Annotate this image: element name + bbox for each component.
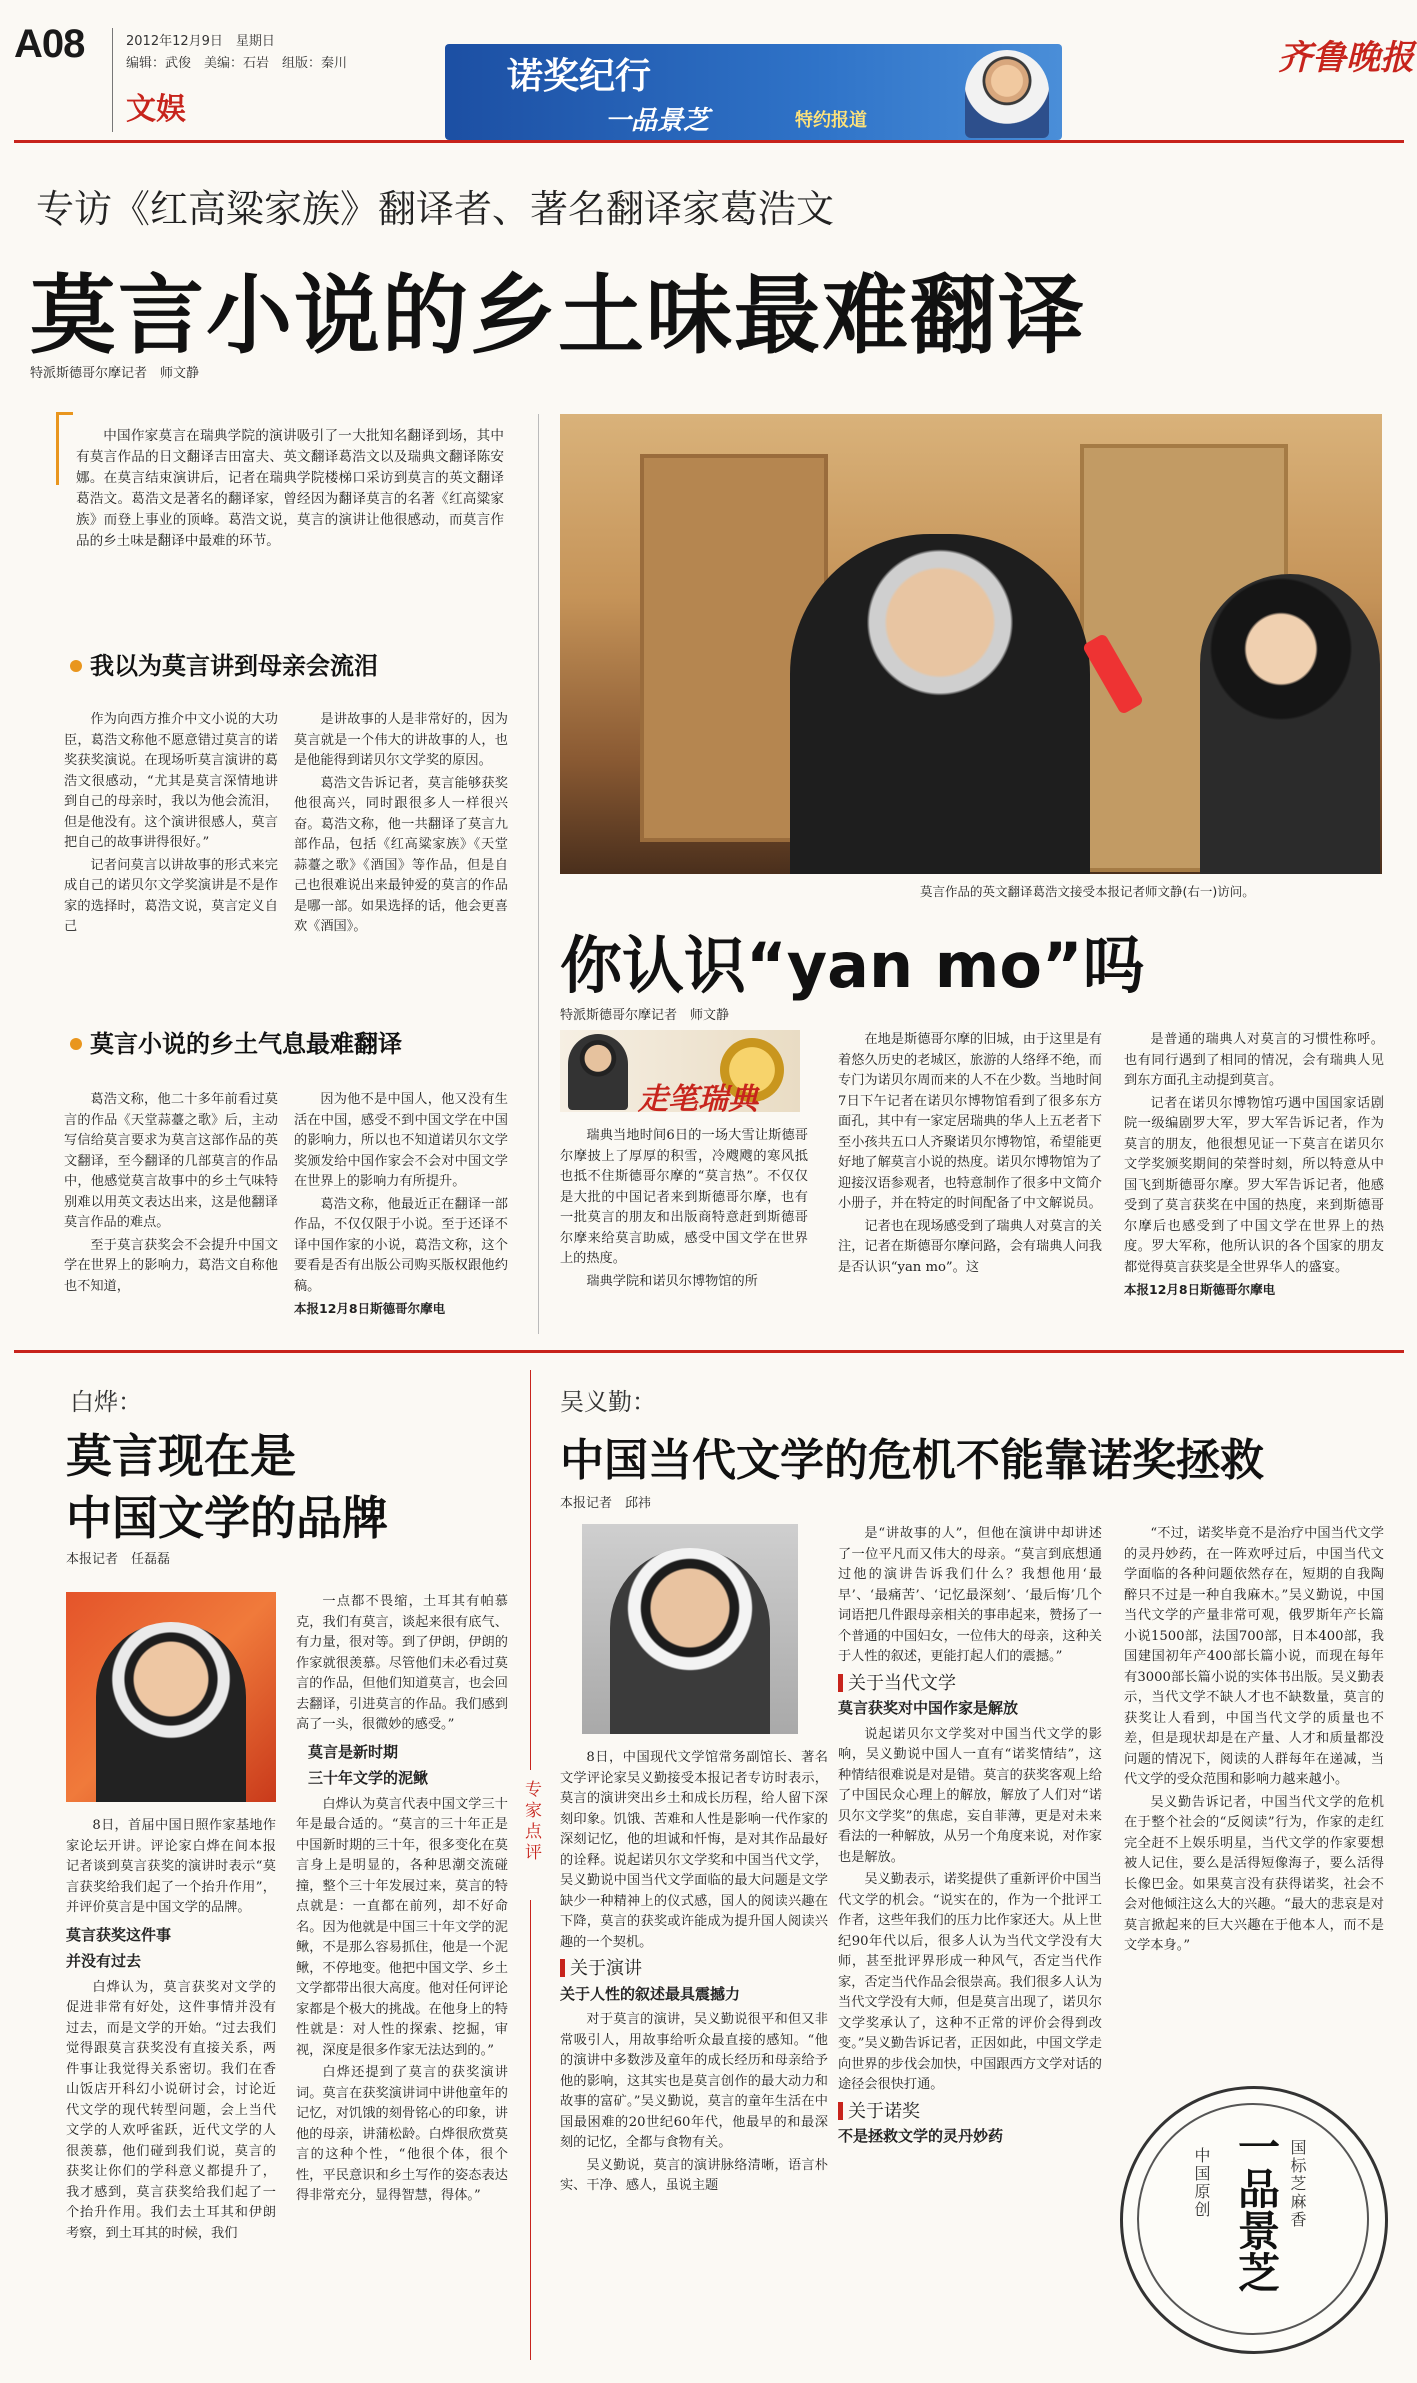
lead-sub1-text: 我以为莫言讲到母亲会流泪 [90, 652, 378, 680]
sub2-col2: 因为他不是中国人，他又没有生活在中国，感受不到中国文学在中国的影响力，所以也不知道诺贝尔文学奖颁发给中国作家会不会对中国文学在世界上的影响力有所提升。 葛浩文称，他最近正在翻译一部作品，不仅仅限于小说。至于还译不译中国作家的小说，葛浩文称，这个要看是否有出版公司购买版权跟他约稿。 本报12月8日斯德哥尔摩电 [294, 1092, 508, 1316]
wu-tag3-sub: 不是拯救文学的灵丹妙药 [838, 2127, 1004, 2145]
baiye-byline: 本报记者 任磊磊 [66, 1552, 171, 1567]
wu-col1: 8日，中国现代文学馆常务副馆长、著名文学评论家吴义勤接受本报记者专访时表示，莫言的演讲突出乡土和成长历程，给人留下深刻印象。饥饿、苦难和人性是影响一代作家的深刻记忆，他的坦诚和忏悔，是对其作品最好的诠释。说起诺贝尔文学奖和中国当代文学，吴义勤说中国当代文学面临的最大问题是文学缺少一种精神上的仪式感，国人的阅读兴趣在下降，莫言的获奖或许能成为提升国人阅读兴趣的一个契机。 关于演讲 关于人性的叙述最具震撼力 对于莫言的演讲，吴义勤说很平和但又非常吸引人，用故事给听众最直接的感知。“他的演讲中多数涉及童年的成长经历和母亲给予他的影响，这其实也是莫言创作的最大动力和故事的富矿。”吴义勤说，莫言的童年生活在中国最困难的20世纪60年代，他最早的和最深刻的记忆，全都与食物有关。 吴义勤说，莫言的演讲脉络清晰，语言朴实、干净、感人，虽说主题 [560, 1750, 828, 2193]
baiye-col1: 8日，首届中国日照作家基地作家论坛开讲。评论家白烨在间本报记者谈到莫言获奖的演讲时表示“莫言获奖给我们起了一个抬升作用”，并评价莫言是中国文学的品牌。 莫言获奖这件事 并没有过去 白烨认为，莫言获奖对文学的促进非常有好处，这件事情并没有过去，而是文学的开始。“过去我们觉得跟莫言获奖没有直接关系，两件事让我觉得关系密切。我们在香山饭店开科幻小说研讨会，讨论近代文学的现代转型问题，会上当代文学的人欢呼雀跃，近代文学的人很羡慕，他们碰到我们说，莫言的获奖让你们的学科意义都提升了，我才感到，莫言获奖给我们起了一个抬升作用。我们去土耳其和伊朗考察，到土耳其的时候，我们 [66, 1818, 276, 2241]
wu-byline: 本报记者 邱祎 [560, 1496, 652, 1511]
bullet-icon [70, 1038, 82, 1050]
lead-byline: 特派斯德哥尔摩记者 师文静 [30, 366, 200, 381]
photo-caption: 莫言作品的英文翻译葛浩文接受本报记者师文静(右一)访问。 [920, 884, 1255, 899]
banner-sponsor: 一品景芝 [605, 106, 710, 136]
wu-headline: 中国当代文学的危机不能靠诺奖拯救 [560, 1435, 1264, 1486]
banner-portrait [965, 50, 1049, 138]
date-line: 2012年12月9日 星期日 [126, 34, 275, 49]
story2-logo-text: 走笔瑞典 [638, 1082, 758, 1112]
wu-tag2-sub: 莫言获奖对中国作家是解放 [838, 1699, 1019, 1717]
lead-sub2-text: 莫言小说的乡土气息最难翻译 [90, 1030, 402, 1058]
baiye-q1-line2: 并没有过去 [66, 1952, 142, 1970]
story2-col3: 是普通的瑞典人对莫言的习惯性称呼。也有同行遇到了相同的情况，会有瑞典人见到东方面孔主动提到莫言。 记者在诺贝尔博物馆巧遇中国国家话剧院一级编剧罗大军，罗大军告诉记者，作为莫言的朋友，他很想见证一下莫言在诺贝尔文学奖颁奖期间的荣誉时刻，所以特意从中国飞到斯德哥尔摩。罗大军告诉记者，他感受到了莫言获奖在中国的热度，来到斯德哥尔摩后也感受到了中国文学在世界上的热度。罗大军称，他所认识的各个国家的朋友都觉得莫言获奖是全世界华人的盛宴。 本报12月8日斯德哥尔摩电 [1124, 1032, 1384, 1297]
story2-col2: 在地是斯德哥尔摩的旧城，由于这里是有着悠久历史的老城区，旅游的人络绎不绝，而专门为诺贝尔周而来的人不在少数。当地时间7日下午记者在诺贝尔博物馆看到了很多东方面孔，其中有一家定居瑞典的华人上五老者下至小孩共五口人齐聚诺贝尔博物馆，希望能更好地了解莫言小说的热度。诺贝尔博物馆为了迎接汉语参观者，也特意制作了很多中文简介小册子，并在特定的时间配备了中文解说员。 记者也在现场感受到了瑞典人对莫言的关注，记者在斯德哥尔摩问路，会有瑞典人问我是否认识“yan mo”。这 [838, 1032, 1102, 1275]
tag-bar [560, 1959, 565, 1977]
editors-line: 编辑：武俊 美编：石岩 组版：秦川 [126, 56, 348, 71]
story2-byline: 特派斯德哥尔摩记者 师文静 [560, 1008, 730, 1023]
wu-tag3 [838, 2102, 1102, 2123]
banner-title: 诺奖纪行 [507, 56, 652, 97]
baiye-col2: 一点都不畏缩，土耳其有帕慕克，我们有莫言，谈起来很有底气、有力量，很对等。到了伊朗，伊朗的作家就很羡慕。尽管他们未必看过莫言的作品，但他们知道莫言，也会回去翻译，引进莫言的作品。我们感到高了一头，很微妙的感受。” 莫言是新时期 三十年文学的泥鳅 白烨认为莫言代表中国文学三十年是最合适的。“莫言的三十年正是中国新时期的三十年，很多变化在莫言身上是明显的，各种思潮交流碰撞，整个三十年发展过来，莫言的特点就是：一直都在前列，却不好命名。因为他就是中国三十年文学的泥鳅，不是那么容易抓住，他是一个泥鳅，不停地变。他把中国文学、乡土文学都带出很大高度。他对任何评论家都是个极大的挑战。在他身上的特性就是：对人性的探索、挖掘，审视，深度是很多作家无法达到的。” 白烨还提到了莫言的获奖演讲词。莫言在获奖演讲词中讲他童年的记忆，对饥饿的刻骨铭心的印象，讲他的母亲，讲蒲松龄。白烨很欣赏莫言的这种个性，“他很个体，很个性，平民意识和乡土写作的姿态表达得非常充分，显得智慧，得体。” [296, 1594, 508, 2203]
lead-photo [560, 414, 1382, 874]
wu-figure [610, 1548, 770, 1734]
wu-col2: 是“讲故事的人”，但他在演讲中却讲述了一位平凡而又伟大的母亲。“莫言到底想通过他的演讲告诉我们什么？我想他用‘最早’、‘最痛苦’、‘记忆最深刻’、‘最后悔’几个词语把几件跟母亲相关的事串起来，赞扬了一个普通的中国妇女，一位伟大的母亲，这种关于人性的叙述，更能打起人们的震撼。” 关于当代文学 莫言获奖对中国作家是解放 说起诺贝尔文学奖对中国当代文学的影响，吴义勤说中国人一直有“诺奖情结”，这种情结很难说是对是错。莫言的获奖客观上给了中国民众心理上的解放，解放了人们对“诺贝尔文学奖”的焦虑，妄自菲薄，更是对未来看法的一种解放，从另一个角度来说，对作家也是解放。 吴义勤表示，诺奖提供了重新评价中国当代文学的机会。“说实在的，作为一个批评工作者，这些年我们的压力比作家还大。从上世纪90年代以后，很多人认为当代文学没有大师，甚至批评界形成一种风气，否定当代作家，否定当代作品会很崇高。我们很多人认为当代文学没有大师，但是莫言出现了，诺贝尔文学奖承认了，这种不正常的评价会得到改变。”吴义勤告诉记者，正因如此，中国文学走向世界的步伐会加快，中国跟西方文学对话的途径会很快打通。 关于诺奖 不是拯救文学的灵丹妙药 [838, 1526, 1102, 2145]
wu-tag1-text: 关于演讲 [570, 1958, 642, 1979]
ad-side1: 国标芝麻香 [1288, 2139, 1307, 2229]
baiye-speaker: 白烨： [70, 1388, 142, 1416]
wu-tag2-text: 关于当代文学 [848, 1672, 956, 1694]
ad-seal [1120, 2086, 1388, 2354]
baiye-q2-line2: 三十年文学的泥鳅 [308, 1769, 429, 1787]
story2-headline: 你认识“yan mo”吗 [560, 929, 1145, 1002]
baiye-photo [66, 1592, 276, 1802]
ad-side2: 中国原创 [1192, 2147, 1211, 2219]
sub2-col1: 葛浩文称，他二十多年前看过莫言的作品《天堂蒜薹之歌》后，主动写信给莫言要求为莫言这部作品的英文翻译，至今翻译的几部莫言的作品中，他感觉莫言故事中的乡土气味特别难以用英文表达出来，这是他翻译莫言作品的难点。 至于莫言获奖会不会提升中国文学在世界上的影响力，葛浩文自称他也不知道， [64, 1092, 278, 1294]
top-rule [14, 140, 1404, 143]
commentary-label: 专家点评 [521, 1780, 541, 1864]
wu-tag2 [838, 1674, 1102, 1695]
lead-intro: 中国作家莫言在瑞典学院的演讲吸引了一大批知名翻译到场，其中有莫言作品的日文翻译吉田富夫、英文翻译葛浩文以及瑞典文翻译陈安娜。在莫言结束演讲后，记者在瑞典学院楼梯口采访到莫言的英文翻译葛浩文。葛浩文是著名的翻译家，曾经因为翻译莫言的名著《红高粱家族》而登上事业的顶峰。葛浩文说，莫言的演讲让他很感动，而莫言作品的乡土味是翻译中最难的环节。 [76, 428, 504, 549]
masthead-divider [112, 28, 113, 132]
photo-reporter [1200, 574, 1380, 874]
sub1-col1: 作为向西方推介中文小说的大功臣，葛浩文称他不愿意错过莫言的诺奖获奖演说。在现场听莫言演讲的葛浩文很感动，“尤其是莫言深情地讲到自己的母亲时，我以为他会流泪，但是他没有。这个演讲很感人，莫言把自己的故事讲得很好。” 记者问莫言以讲故事的形式来完成自己的诺贝尔文学奖演讲是不是作家的选择时，葛浩文说，莫言定义自己 [64, 712, 278, 934]
story2-col1: 瑞典当地时间6日的一场大雪让斯德哥尔摩披上了厚厚的积雪，冷飕飕的寒风抵也抵不住斯德哥尔摩的“莫言热”。不仅仅是大批的中国记者来到斯德哥尔摩，也有一批莫言的朋友和出版商特意赶到斯德哥尔摩来给莫言助威，感受中国文学在世界上的热度。 瑞典学院和诺贝尔博物馆的所 [560, 1128, 808, 1289]
section-label: 文娱 [126, 92, 186, 127]
baiye-figure [96, 1622, 246, 1802]
page-number: A08 [14, 22, 85, 66]
column-divider [538, 414, 539, 1334]
baiye-q2-line1: 莫言是新时期 [308, 1742, 399, 1761]
wu-tag3-text: 关于诺奖 [848, 2100, 920, 2122]
baiye-headline-2: 中国文学的品牌 [66, 1491, 388, 1545]
wu-col3: “不过，诺奖毕竟不是治疗中国当代文学的灵丹妙药，在一阵欢呼过后，中国当代文学面临的各种问题依然存在，短期的自我陶醉只不过是一种自我麻木。”吴义勤说，中国当代文学的产量非常可观，俄罗斯年产长篇小说1500部，法国700部，日本400部，我国建国初年产400部长篇小说，而现在每年有3000部长篇小说的实体书出版。吴义勤表示，当代文学不缺人才也不缺数量，莫言的获奖让人看到，中国当代文学的质量也不差，但是现状却是在产量、人才和质量都没问题的情况下，阅读的人群每年在递减，当代文学的受众范围和影响力越来越小。 吴义勤告诉记者，中国当代文学的危机在于整个社会的“反阅读”行为，作家的走红完全赶不上娱乐明星，当代文学的作家要想被人记住，要么是活得短像海子，要么活得长像巴金。如果莫言没有获得诺奖，社会不会对他倾注这么大的兴趣。“最大的悲哀是对莫言掀起来的巨大兴趣在于他本人，而不是文学本身。” [1124, 1526, 1384, 1953]
wu-tag1 [560, 1959, 828, 1980]
wu-speaker: 吴义勤： [560, 1388, 656, 1416]
lead-sub1 [70, 646, 378, 681]
logo-portrait [568, 1034, 628, 1110]
baiye-q1-line1: 莫言获奖这件事 [66, 1925, 172, 1944]
mid-rule [14, 1350, 1404, 1353]
wu-photo [582, 1524, 798, 1734]
lead-headline: 莫言小说的乡土味最难翻译 [30, 266, 1086, 366]
bullet-icon [70, 660, 82, 672]
lead-sub2 [70, 1024, 402, 1059]
wu-tag1-sub: 关于人性的叙述最具震撼力 [560, 1984, 741, 2003]
commentary-divider [530, 1900, 531, 2360]
banner [445, 44, 1062, 140]
tag-bar [838, 1674, 843, 1692]
intro-bracket [56, 412, 73, 485]
lead-kicker: 专访《红高粱家族》翻译者、著名翻译家葛浩文 [36, 187, 835, 231]
tag-bar [838, 2102, 843, 2120]
newspaper-logo: 齐鲁晚报 [1278, 38, 1414, 78]
baiye-headline-1: 莫言现在是 [66, 1429, 296, 1483]
sub1-col2: 是讲故事的人是非常好的，因为莫言就是一个伟大的讲故事的人，也是他能得到诺贝尔文学奖的原因。 葛浩文告诉记者，莫言能够获奖他很高兴，同时跟很多人一样很兴奋。葛浩文称，他一共翻译了莫言九部作品，包括《红高粱家族》《天堂蒜薹之歌》《酒国》等作品，但是自己也很难说出来最钟爱的莫言的作品是哪一部。如果选择的话，他会更喜欢《酒国》。 [294, 712, 508, 934]
commentary-divider [530, 1370, 531, 1770]
ad-main: 一品景芝 [1232, 2125, 1281, 2293]
photo-translator [790, 534, 1090, 874]
story2-column-logo [560, 1030, 800, 1112]
banner-special: 特约报道 [795, 110, 867, 131]
